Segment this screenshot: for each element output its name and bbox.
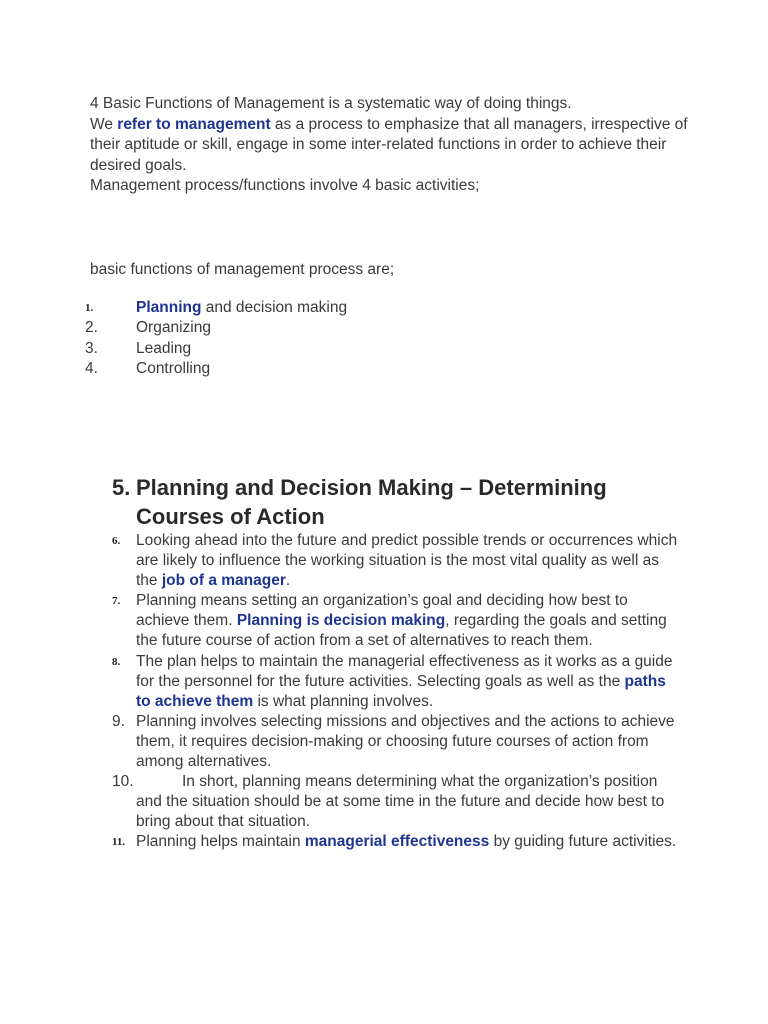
list-item [85,359,347,379]
list-item [112,832,682,852]
list-item [85,318,347,338]
refer-to-management-link[interactable]: refer to management [117,115,271,133]
list-item [112,531,682,591]
list-number: 8. [112,655,121,668]
list-item [85,339,347,359]
list-item [112,712,682,772]
list-item [112,772,682,832]
list-number: 4. [85,359,98,377]
list-item-text: Planning helps maintain [136,833,305,851]
intro-line-2-pre: We [90,115,118,133]
paths-to-achieve-them-link[interactable]: paths to achieve them [136,672,666,710]
list-item-text: In short, planning means determining what the organization’s position and the situation should be at some time in the future and decide how best to bring about that situation. [136,773,665,831]
heading-text: Planning and Decision Making – Determining Courses of Action [136,475,607,529]
list-item-text: The plan helps to maintain the managerial effectiveness as it works as a guide for the personnel for the future activities. Selecting goals as well as the [136,652,673,690]
list-item [85,298,347,318]
list-number: 3. [85,339,98,357]
list-item [112,591,682,651]
planning-link[interactable]: Planning [136,299,202,316]
list-number: 7. [112,595,121,608]
list-item-text: Leading [136,339,192,357]
list-item-text: Looking ahead into the future and predict possible trends or occurrences which are likely to influence the working situation is the most vital quality as well as the [136,532,678,590]
list-item-text-post: is what planning involves. [253,692,434,710]
list-number: 6. [112,535,121,547]
job-of-a-manager-link[interactable]: job of a manager [161,572,286,590]
list-item-text: Organizing [136,319,211,337]
functions-subhead: basic functions of management process are; [90,261,395,278]
heading-number: 5. [112,475,131,500]
list-number: 10. [112,773,134,791]
list-number: 1. [85,302,94,314]
list-item-text: Planning involves selecting missions and objectives and the actions to achieve them, it requires decision-making or choosing future courses of action from among alternatives. [136,712,675,771]
list-number: 11. [112,836,126,849]
list-item-text: and decision making [201,299,348,316]
list-item-text: Planning means setting an organization’s goal and deciding how best to achieve them. [136,592,628,630]
intro-line-3: Management process/functions involve 4 basic activities; [90,177,480,194]
list-item-text: Controlling [136,359,211,377]
intro-section [90,94,690,197]
planning-is-decision-making-link[interactable]: Planning is decision making [236,612,446,630]
intro-line-2-post: as a process to emphasize that all managers, irrespective of their aptitude or skill, engage in some inter-related functions in order to achieve their desired goals. [90,115,688,174]
intro-line-1: 4 Basic Functions of Management is a systematic way of doing things. [90,95,572,112]
list-item-text-post: . [285,572,291,590]
list-number: 2. [85,319,98,337]
intro-line-2 [90,115,690,177]
section-heading [112,473,692,531]
list-item-text-post: , regarding the goals and setting the future course of action from a set of alternatives to reach them. [136,612,667,650]
managerial-effectiveness-link[interactable]: managerial effectiveness [304,833,490,851]
list-item [112,652,682,712]
list-number: 9. [112,712,125,730]
basic-functions-list [85,298,347,379]
list-item-text-post: by guiding future activities. [489,833,677,851]
planning-details-list [112,531,682,853]
